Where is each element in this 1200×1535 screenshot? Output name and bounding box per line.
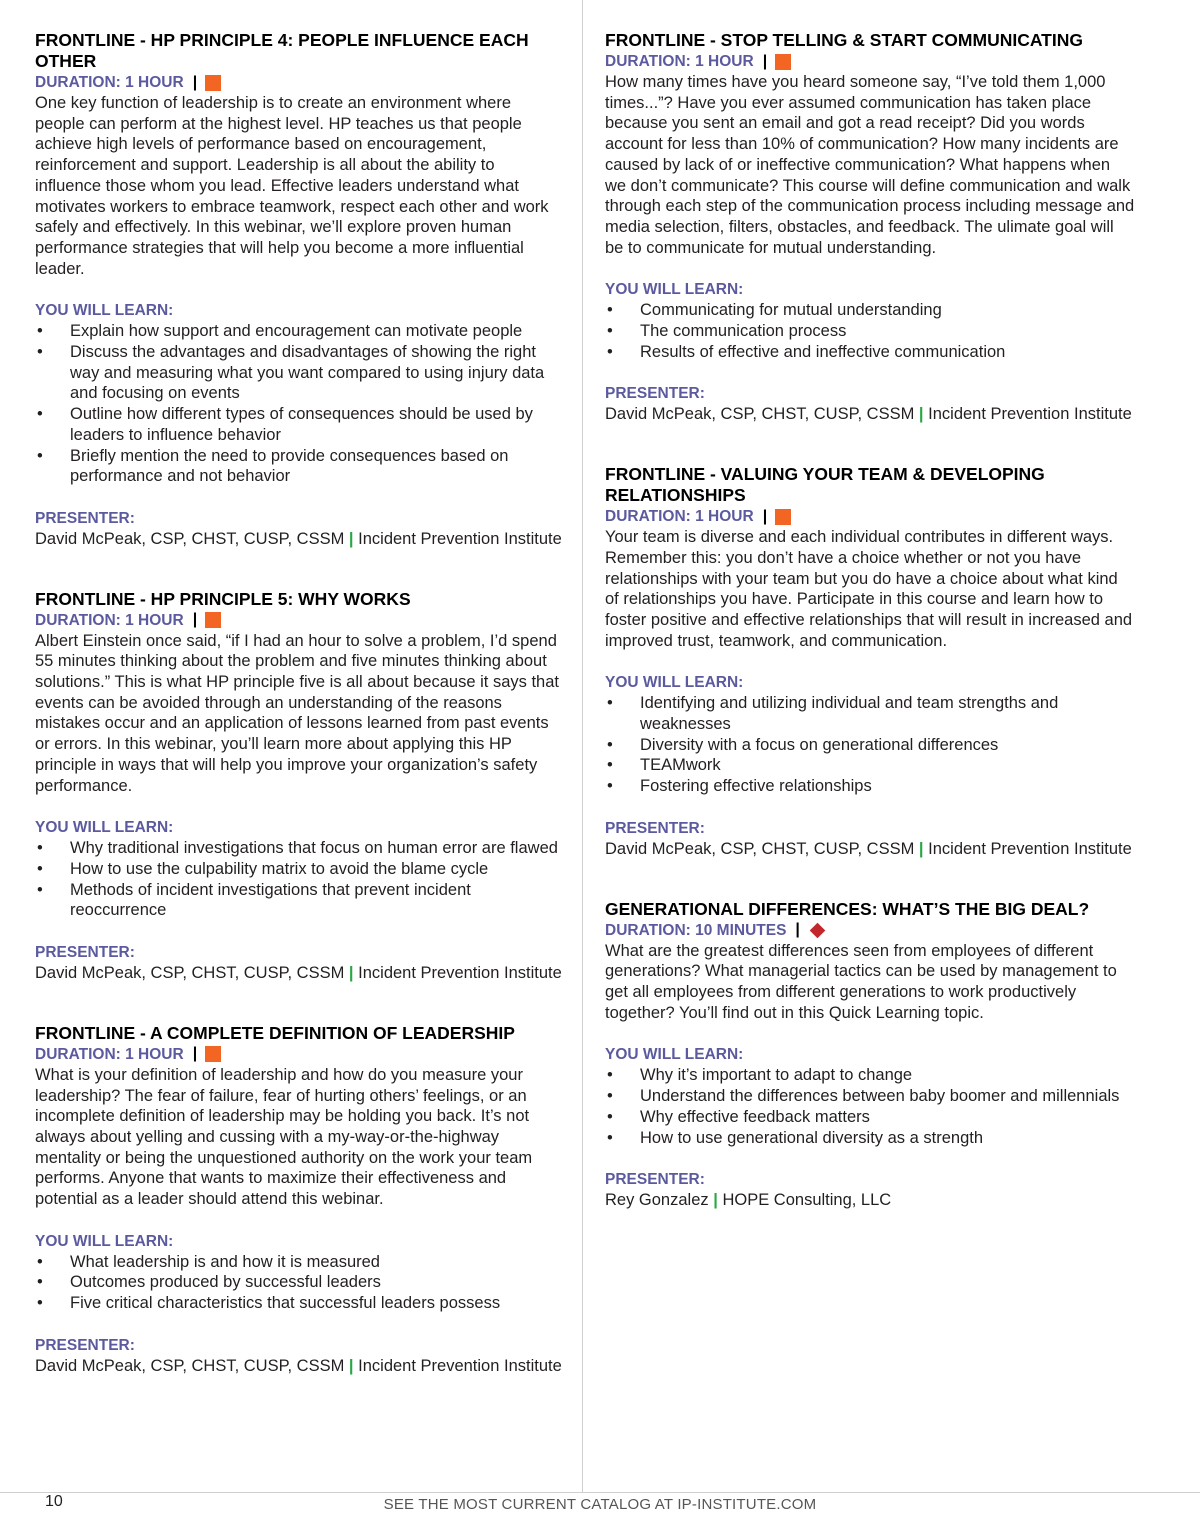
presenter-info (35, 529, 563, 550)
course-title: FRONTLINE - HP PRINCIPLE 5: WHY WORKS (35, 588, 411, 609)
presenter-info (605, 1190, 1135, 1211)
presenter-org: Incident Prevention Institute (928, 405, 1132, 424)
presenter-info (605, 839, 1135, 860)
learn-heading: YOU WILL LEARN: (35, 1232, 174, 1250)
list-item: • Understand the differences between baby boomer and millennials (605, 1086, 1135, 1107)
presenter-info (35, 1356, 563, 1377)
presenter-heading: PRESENTER: (35, 1336, 135, 1354)
column-divider (582, 0, 583, 1492)
course-duration: DURATION: 10 MINUTES (605, 921, 787, 939)
list-item: • The communication process (605, 321, 1135, 342)
orange-square-icon (205, 75, 221, 91)
course-description: One key function of leadership is to create an environment where people can perform at the highest level. HP teaches us that people achieve high levels of performance based on encouragement, reinforcement and support. Leadership is all about the ability to influence those whom you lead. Effective leaders understand what motivates workers to embrace teamwork, respect each other and work safely and effectively. In this webinar, we’ll explore proven human performance strategies that will help you become a more influential leader. (35, 94, 549, 278)
list-item: • Five critical characteristics that successful leaders possess (35, 1293, 563, 1314)
list-item: • Why it’s important to adapt to change (605, 1065, 1135, 1086)
course-description: Albert Einstein once said, “if I had an hour to solve a problem, I’d spend 55 minutes thinking about the problem and five minutes thinking about solutions.” This is what HP principle five is all about because it says that events can be avoided through an understanding of the reasons mistakes occur and an application of lessons learned from past events or errors. In this webinar, you’ll learn more about applying this HP principle in ways that will help you improve your organization’s safety performance. (35, 631, 559, 795)
learn-list (35, 1252, 563, 1314)
learn-heading: YOU WILL LEARN: (35, 819, 174, 837)
course-card (605, 464, 1135, 859)
orange-square-icon (775, 509, 791, 525)
course-duration: DURATION: 1 HOUR (605, 508, 754, 526)
duration-separator: | (762, 507, 768, 525)
presenter-org: Incident Prevention Institute (358, 529, 562, 548)
left-column (35, 30, 563, 1377)
footer-rule (0, 1492, 1200, 1493)
course-duration-row (605, 51, 1135, 72)
presenter-info (605, 404, 1135, 425)
presenter-separator: | (918, 405, 924, 424)
presenter-name: David McPeak, CSP, CHST, CUSP, CSSM (605, 405, 915, 424)
presenter-heading: PRESENTER: (35, 944, 135, 962)
page-number: 10 (45, 1493, 63, 1510)
list-item: • Results of effective and ineffective communication (605, 342, 1135, 363)
list-item: • Why traditional investigations that focus on human error are flawed (35, 838, 563, 859)
duration-separator: | (192, 611, 198, 629)
course-title: FRONTLINE - STOP TELLING & START COMMUNICATING (605, 30, 1083, 50)
list-item: • Discuss the advantages and disadvantages of showing the right way and measuring what you want compared to using injury data and focusing on events (35, 342, 563, 404)
presenter-heading: PRESENTER: (35, 509, 135, 527)
orange-square-icon (775, 54, 791, 70)
right-column (605, 30, 1135, 1211)
list-item: • Methods of incident investigations that prevent incident reoccurrence (35, 880, 563, 921)
presenter-separator: | (918, 839, 924, 858)
course-duration: DURATION: 1 HOUR (605, 53, 754, 70)
presenter-heading: PRESENTER: (605, 1171, 705, 1189)
learn-list (605, 1065, 1135, 1148)
course-duration-row (35, 72, 563, 93)
course-card (605, 899, 1135, 1211)
list-item: • How to use generational diversity as a strength (605, 1128, 1135, 1149)
list-item: • Explain how support and encouragement can motivate people (35, 321, 563, 342)
course-card (35, 1023, 563, 1377)
course-title: FRONTLINE - HP PRINCIPLE 4: PEOPLE INFLUENCE EACH OTHER (35, 30, 529, 71)
duration-separator: | (192, 73, 198, 91)
learn-heading: YOU WILL LEARN: (605, 281, 744, 299)
course-title: GENERATIONAL DIFFERENCES: WHAT’S THE BIG DEAL? (605, 898, 1090, 919)
presenter-separator: | (713, 1191, 718, 1210)
list-item: • TEAMwork (605, 755, 1135, 776)
learn-list (35, 838, 563, 921)
learn-heading: YOU WILL LEARN: (605, 1046, 744, 1064)
orange-square-icon (205, 612, 221, 628)
footer-catalog-link: SEE THE MOST CURRENT CATALOG AT IP-INSTITUTE.COM (383, 1496, 817, 1513)
list-item: • How to use the culpability matrix to avoid the blame cycle (35, 859, 563, 880)
course-duration-row (35, 1044, 563, 1065)
learn-list (605, 300, 1135, 362)
list-item: • Diversity with a focus on generational differences (605, 735, 1135, 756)
list-item: • Outcomes produced by successful leaders (35, 1272, 563, 1293)
presenter-separator: | (348, 529, 354, 548)
course-card (35, 589, 563, 984)
list-item: • What leadership is and how it is measured (35, 1252, 563, 1273)
learn-list (605, 693, 1135, 797)
red-diamond-icon (810, 922, 826, 938)
presenter-name: David McPeak, CSP, CHST, CUSP, CSSM (35, 1356, 345, 1375)
presenter-org: Incident Prevention Institute (358, 1356, 562, 1375)
course-duration: DURATION: 1 HOUR (35, 74, 184, 91)
duration-separator: | (192, 1045, 198, 1063)
list-item: • Communicating for mutual understanding (605, 300, 1135, 321)
presenter-info (35, 963, 563, 984)
list-item: • Identifying and utilizing individual and team strengths and weaknesses (605, 693, 1135, 734)
course-card (35, 30, 563, 550)
presenter-separator: | (348, 1356, 354, 1375)
learn-heading: YOU WILL LEARN: (605, 674, 744, 692)
list-item: • Why effective feedback matters (605, 1107, 1135, 1128)
course-duration-row (35, 610, 563, 631)
presenter-org: HOPE Consulting, LLC (722, 1191, 892, 1210)
course-title: FRONTLINE - VALUING YOUR TEAM & DEVELOPING RELATIONSHIPS (605, 464, 1045, 506)
course-description: What is your definition of leadership and how do you measure your leadership? The fear of failure, fear of hurting others’ feelings, or an incomplete definition of leadership may be holding you back. It’s not always about yelling and cussing with a my-way-or-the-highway mentality or being the unquestioned authority on the work your team performs. Anyone that wants to maximize their effectiveness and potential as a leader should attend this webinar. (35, 1065, 533, 1209)
presenter-name: David McPeak, CSP, CHST, CUSP, CSSM (605, 839, 915, 858)
presenter-separator: | (348, 964, 354, 983)
presenter-heading: PRESENTER: (605, 819, 705, 837)
course-duration-row (605, 506, 1135, 527)
presenter-name: David McPeak, CSP, CHST, CUSP, CSSM (35, 964, 345, 983)
list-item: • Briefly mention the need to provide consequences based on performance and not behavior (35, 446, 563, 487)
presenter-org: Incident Prevention Institute (928, 839, 1132, 858)
course-duration: DURATION: 1 HOUR (35, 1045, 184, 1063)
course-duration-row (605, 920, 1135, 941)
course-duration: DURATION: 1 HOUR (35, 611, 184, 629)
presenter-name: David McPeak, CSP, CHST, CUSP, CSSM (35, 529, 345, 548)
duration-separator: | (762, 52, 768, 70)
course-title: FRONTLINE - A COMPLETE DEFINITION OF LEADERSHIP (35, 1022, 515, 1043)
course-description: What are the greatest differences seen from employees of different generations? What managerial tactics can be used by management to get all employees from different generations to work productively together? You’ll find out in this Quick Learning topic. (605, 941, 1117, 1022)
list-item: • Fostering effective relationships (605, 776, 1135, 797)
orange-square-icon (205, 1046, 221, 1062)
list-item: • Outline how different types of consequences should be used by leaders to influence behavior (35, 404, 563, 445)
course-description: How many times have you heard someone say, “I’ve told them 1,000 times...”? Have you ever assumed communication has taken place because you sent an email and got a read receipt? Did you words account for less than 10% of communication? How many incidents are caused by lack of or ineffective communication? What happens when we don’t communicate? This course will define communication and walk through each step of the communication process including message and media selection, filters, obstacles, and feedback. The ulimate goal will be to communicate for mutual understanding. (605, 73, 1135, 257)
presenter-heading: PRESENTER: (605, 385, 705, 403)
presenter-org: Incident Prevention Institute (358, 964, 562, 983)
course-card (605, 30, 1135, 425)
course-description: Your team is diverse and each individual contributes in different ways. Remember this: you don’t have a choice whether or not you have relationships with your team but you do have a choice about what kind of relationships you have. Participate in this course and learn how to foster positive and effective relationships that will result in increased and improved trust, teamwork, and communication. (605, 528, 1133, 650)
learn-list (35, 321, 563, 487)
presenter-name: Rey Gonzalez (605, 1191, 709, 1210)
duration-separator: | (795, 921, 800, 939)
learn-heading: YOU WILL LEARN: (35, 302, 174, 320)
